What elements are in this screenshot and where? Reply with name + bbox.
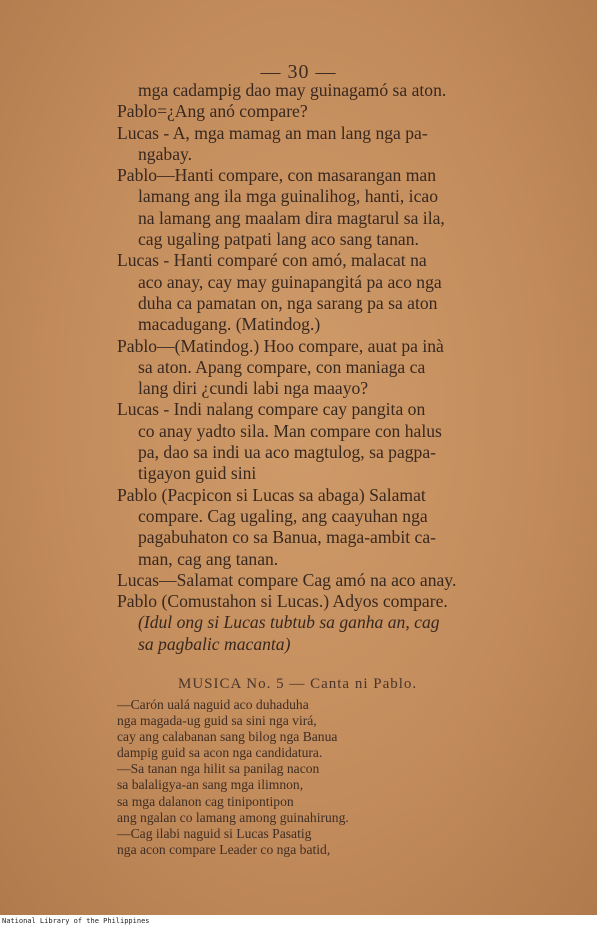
text-line: compare. Cag ugaling, ang caayuhan nga: [138, 505, 428, 526]
text-line: tigayon guid sini: [138, 463, 257, 484]
text-line: Lucas—Salamat compare Cag amó na aco anay.: [117, 569, 457, 590]
song-lyrics: [117, 697, 537, 858]
text-line: Pablo (Pacpicon si Lucas sa abaga) Salamat: [117, 484, 426, 505]
dialogue-text: [117, 80, 557, 655]
text-line: Pablo—Hanti compare, con masarangan man: [117, 165, 437, 186]
text-line: na lamang ang maalam dira magtarul sa ila,: [138, 207, 445, 228]
lyric-line: sa balaligya-an sang mga ilimnon,: [117, 777, 304, 793]
text-line: pagabuhaton co sa Banua, maga-ambit ca-: [138, 527, 436, 548]
text-line: lang diri ¿cundi labi nga maayo?: [138, 378, 369, 399]
text-line: cag ugaling patpati lang aco sang tanan.: [138, 229, 419, 250]
lyric-line: —Sa tanan nga hilit sa panilag nacon: [117, 761, 320, 777]
text-line: Lucas - Indi nalang compare cay pangita on: [117, 399, 426, 420]
music-heading: MUSICA No. 5 — Canta ni Pablo.: [178, 676, 418, 692]
lyric-line: nga magada-ug guid sa sini nga virá,: [117, 713, 317, 729]
text-line: pa, dao sa indi ua aco magtulog, sa pagpa-: [138, 442, 437, 463]
text-line: duha ca pamatan on, nga sarang pa sa aton: [138, 292, 438, 313]
text-line: lamang ang ila mga guinalihog, hanti, icao: [138, 186, 438, 207]
lyric-line: cay ang calabanan sang bilog nga Banua: [117, 729, 338, 745]
page-number: — 30 —: [260, 61, 337, 83]
library-footer: National Library of the Philippines: [2, 917, 150, 925]
text-line: (Idul ong si Lucas tubtub sa ganha an, cag: [138, 612, 440, 633]
lyric-line: —Cag ilabi naguid si Lucas Pasatig: [117, 825, 312, 841]
text-line: sa aton. Apang compare, con maniaga ca: [138, 356, 426, 377]
lyric-line: —Carón ualá naguid aco duhaduha: [117, 697, 309, 712]
lyric-line: nga acon compare Leader co nga batid,: [117, 841, 331, 857]
text-line: Lucas - A, mga mamag an man lang nga pa-: [117, 122, 428, 143]
text-line: sa pagbalic macanta): [138, 633, 291, 654]
text-line: co anay yadto sila. Man compare con halus: [138, 420, 442, 441]
text-line: macadugang. (Matindog.): [138, 314, 321, 335]
lyric-line: dampig guid sa acon nga candidatura.: [117, 745, 323, 761]
text-line: ngabay.: [138, 143, 193, 164]
text-line: man, cag ang tanan.: [138, 548, 279, 569]
lyric-line: ang ngalan co lamang among guinahirung.: [117, 809, 349, 825]
text-line: mga cadampig dao may guinagamó sa aton.: [138, 80, 447, 100]
text-line: aco anay, cay may guinapangitá pa aco nga: [138, 271, 442, 292]
text-line: Pablo (Comustahon si Lucas.) Adyos compare.: [117, 591, 448, 612]
text-line: Pablo=¿Ang anó compare?: [117, 101, 308, 122]
text-line: Lucas - Hanti comparé con amó, malacat na: [117, 250, 427, 271]
lyric-line: sa mga dalanon cag tinipontipon: [117, 793, 294, 809]
text-line: Pablo—(Matindog.) Hoo compare, auat pa inà: [117, 335, 444, 356]
